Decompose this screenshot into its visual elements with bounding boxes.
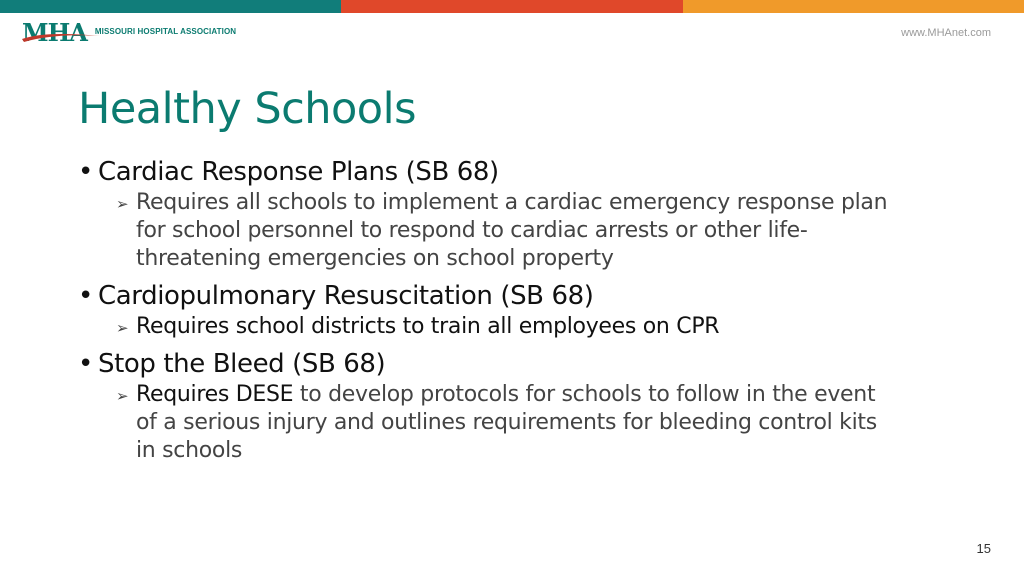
bullet-item (78, 347, 958, 381)
sub-bullet-text: Requires all schools to implement a cardiac emergency response plan for school personnel to respond to cardiac arrests or other life-threatening emergencies on school property (136, 190, 888, 271)
arrow-bullet-icon: ➢ (116, 387, 129, 405)
page-number: 15 (976, 541, 991, 556)
top-color-bar (0, 0, 1024, 13)
bullet-text: Stop the Bleed (SB 68) (98, 349, 386, 379)
website-url: www.MHAnet.com (901, 27, 991, 39)
logo-mark (22, 18, 87, 47)
bullet-dot-icon: • (78, 157, 93, 187)
bullet-text: Cardiopulmonary Resuscitation (SB 68) (98, 281, 594, 311)
arrow-bullet-icon: ➢ (116, 319, 129, 337)
organization-name: MISSOURI HOSPITAL ASSOCIATION (94, 26, 237, 36)
top-bar-segment-teal (0, 0, 341, 13)
bullet-dot-icon: • (78, 349, 93, 379)
bullet-text: Cardiac Response Plans (SB 68) (98, 157, 499, 187)
top-bar-segment-red (341, 0, 682, 13)
page-title: Healthy Schools (78, 84, 416, 134)
sub-bullet-item (116, 313, 958, 341)
top-bar-segment-orange (683, 0, 1024, 13)
arrow-bullet-icon: ➢ (116, 195, 129, 213)
sub-bullet-text: Requires school districts to train all employees on CPR (136, 314, 720, 339)
sub-bullet-lead: Requires DESE (136, 382, 294, 407)
logo-swoosh-icon (20, 30, 102, 44)
logo-mark-text: MHA (22, 18, 87, 47)
sub-bullet-text: to develop protocols for schools to follow in the event of a serious injury and outlines requirements for bleeding control kits in schools (136, 382, 877, 463)
bullet-dot-icon: • (78, 281, 93, 311)
mha-logo[interactable] (22, 18, 237, 47)
bullet-item (78, 279, 958, 313)
sub-bullet-item (116, 189, 958, 273)
sub-bullet-item (116, 381, 958, 465)
bullet-item (78, 155, 958, 189)
slide-content (78, 155, 958, 465)
